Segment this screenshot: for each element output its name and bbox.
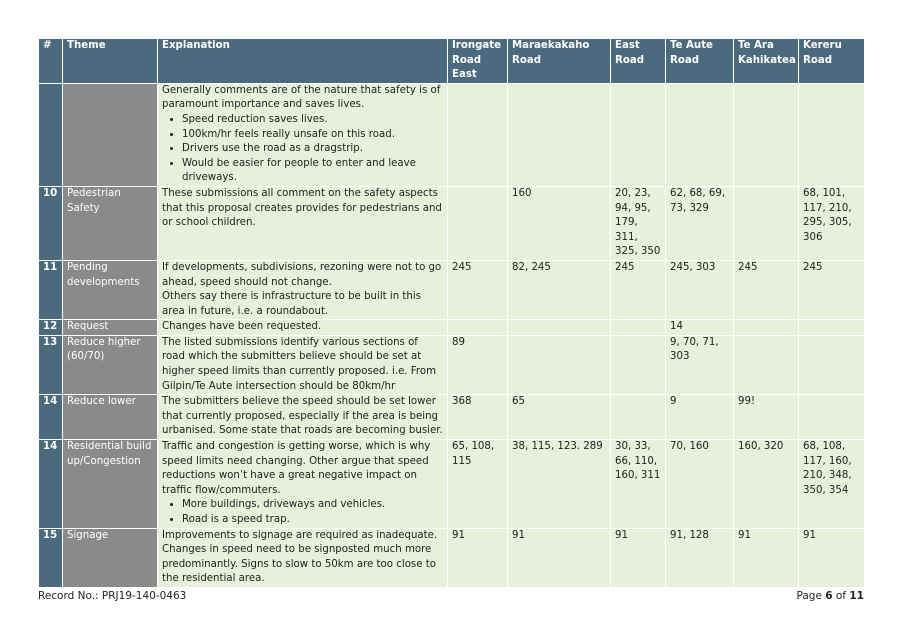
cell-kereru-road [799,335,865,394]
explanation-text: The listed submissions identify various sections of road which the submitters believe should be set at higher speed limits than currently proposed. i.e. From Gilpin/Te Aute intersection should be 80km/hr [162,336,437,392]
cell-irongate-road-east: 368 [448,395,508,440]
cell-te-ara-kahikatea [734,335,799,394]
table-row [39,83,865,186]
explanation-bullet: • Road is a speed trap. [182,513,443,528]
explanation-text: Changes have been requested. [162,321,322,333]
explanation-bullet: • Would be easier for people to enter and leave driveways. [182,157,443,186]
cell-kereru-road: 68, 101, 117, 210, 295, 305, 306 [799,186,865,260]
header-explanation: Explanation [158,39,448,84]
submissions-table [38,38,865,588]
row-explanation [158,528,448,587]
row-number: 10 [39,186,63,260]
cell-kereru-road [799,395,865,440]
header-maraekakaho-road: Maraekakaho Road [508,39,611,84]
explanation-text: Generally comments are of the nature that safety is of paramount importance and saves lives. [162,84,441,111]
cell-east-road: 30, 33, 66, 110, 160, 311 [611,440,666,529]
explanation-bullet: • Drivers use the road as a dragstrip. [182,142,443,157]
header-te-aute-road: Te Aute Road [666,39,734,84]
explanation-text: These submissions all comment on the safety aspects that this proposal creates provides for pedestrians and or school children. [162,187,442,229]
cell-east-road [611,83,666,186]
explanation-text: Improvements to signage are required as inadequate. Changes in speed need to be signposted much more predominantly. Signs to slow to 50km are too close to the residential area. [162,529,438,585]
cell-kereru-road [799,83,865,186]
cell-kereru-road: 91 [799,528,865,587]
explanation-bullet-list [162,113,443,186]
cell-maraekakaho-road [508,320,611,336]
cell-te-ara-kahikatea [734,320,799,336]
header-kereru-road: Kereru Road [799,39,865,84]
cell-kereru-road: 245 [799,260,865,319]
cell-te-aute-road: 62, 68, 69, 73, 329 [666,186,734,260]
cell-te-ara-kahikatea: 91 [734,528,799,587]
explanation-bullet-list [162,498,443,527]
cell-east-road: 20, 23, 94, 95, 179, 311, 325, 350 [611,186,666,260]
page-total: 11 [849,590,864,602]
row-theme: Reduce lower [63,395,158,440]
header-theme: Theme [63,39,158,84]
explanation-bullet: • 100km/hr feels really unsafe on this road. [182,128,443,143]
header-te-ara-kahikatea: Te Ara Kahikatea [734,39,799,84]
cell-east-road: 91 [611,528,666,587]
row-number: 12 [39,320,63,336]
table-row [39,440,865,529]
table-row [39,320,865,336]
row-explanation [158,335,448,394]
cell-kereru-road [799,320,865,336]
table-row [39,335,865,394]
page-number [797,590,865,602]
row-number: 14 [39,395,63,440]
row-explanation [158,395,448,440]
page-prefix: Page [796,590,826,602]
explanation-bullet: • More buildings, driveways and vehicles. [182,498,443,513]
row-theme: Reduce higher (60/70) [63,335,158,394]
cell-te-ara-kahikatea: 99! [734,395,799,440]
cell-kereru-road: 68, 108, 117, 160, 210, 348, 350, 354 [799,440,865,529]
cell-maraekakaho-road: 160 [508,186,611,260]
cell-te-ara-kahikatea: 160, 320 [734,440,799,529]
explanation-text: If developments, subdivisions, rezoning were not to go ahead, speed should not change. [162,261,442,288]
row-theme: Request [63,320,158,336]
row-number: 11 [39,260,63,319]
row-explanation [158,186,448,260]
cell-maraekakaho-road: 65 [508,395,611,440]
cell-irongate-road-east: 91 [448,528,508,587]
cell-te-aute-road [666,83,734,186]
header-num: # [39,39,63,84]
cell-te-aute-road: 70, 160 [666,440,734,529]
cell-te-aute-road: 14 [666,320,734,336]
row-number [39,83,63,186]
table-row [39,395,865,440]
cell-te-ara-kahikatea: 245 [734,260,799,319]
cell-east-road [611,320,666,336]
cell-maraekakaho-road [508,83,611,186]
row-number: 14 [39,440,63,529]
cell-east-road [611,335,666,394]
header-irongate-road-east: Irongate Road East [448,39,508,84]
cell-te-aute-road: 245, 303 [666,260,734,319]
cell-irongate-road-east: 89 [448,335,508,394]
table-row [39,186,865,260]
row-theme: Residential build up/Congestion [63,440,158,529]
row-theme [63,83,158,186]
explanation-text: The submitters believe the speed should be set lower that currently proposed, especially if the area is being urbanised. Some state that roads are becoming busier. [162,396,443,437]
cell-te-ara-kahikatea [734,83,799,186]
cell-te-aute-road: 91, 128 [666,528,734,587]
cell-te-aute-road: 9 [666,395,734,440]
row-theme: Pedestrian Safety [63,186,158,260]
page-of: of [832,590,850,602]
cell-irongate-road-east [448,83,508,186]
cell-irongate-road-east: 245 [448,260,508,319]
row-explanation [158,320,448,336]
row-explanation [158,83,448,186]
row-number: 13 [39,335,63,394]
table-row [39,260,865,319]
table-header-row [39,39,865,84]
record-number: Record No.: PRJ19-140-0463 [38,590,187,602]
page-current: 6 [825,590,833,602]
cell-maraekakaho-road: 38, 115, 123. 289 [508,440,611,529]
table-row [39,528,865,587]
explanation-text: Traffic and congestion is getting worse, which is why speed limits need changing. Other argue that speed reductions won’t have a great negative impact on traffic flow/commuters. [162,441,431,496]
cell-east-road: 245 [611,260,666,319]
row-theme: Signage [63,528,158,587]
cell-te-ara-kahikatea [734,186,799,260]
cell-maraekakaho-road [508,335,611,394]
row-number: 15 [39,528,63,587]
header-east-road: East Road [611,39,666,84]
row-theme: Pending developments [63,260,158,319]
cell-te-aute-road: 9, 70, 71, 303 [666,335,734,394]
row-explanation [158,260,448,319]
explanation-text: Others say there is infrastructure to be built in this area in future, i.e. a roundabout. [162,291,421,317]
cell-maraekakaho-road: 82, 245 [508,260,611,319]
cell-irongate-road-east [448,186,508,260]
cell-irongate-road-east [448,320,508,336]
cell-maraekakaho-road: 91 [508,528,611,587]
explanation-bullet: • Speed reduction saves lives. [182,113,443,128]
cell-east-road [611,395,666,440]
cell-irongate-road-east: 65, 108, 115 [448,440,508,529]
row-explanation [158,440,448,529]
